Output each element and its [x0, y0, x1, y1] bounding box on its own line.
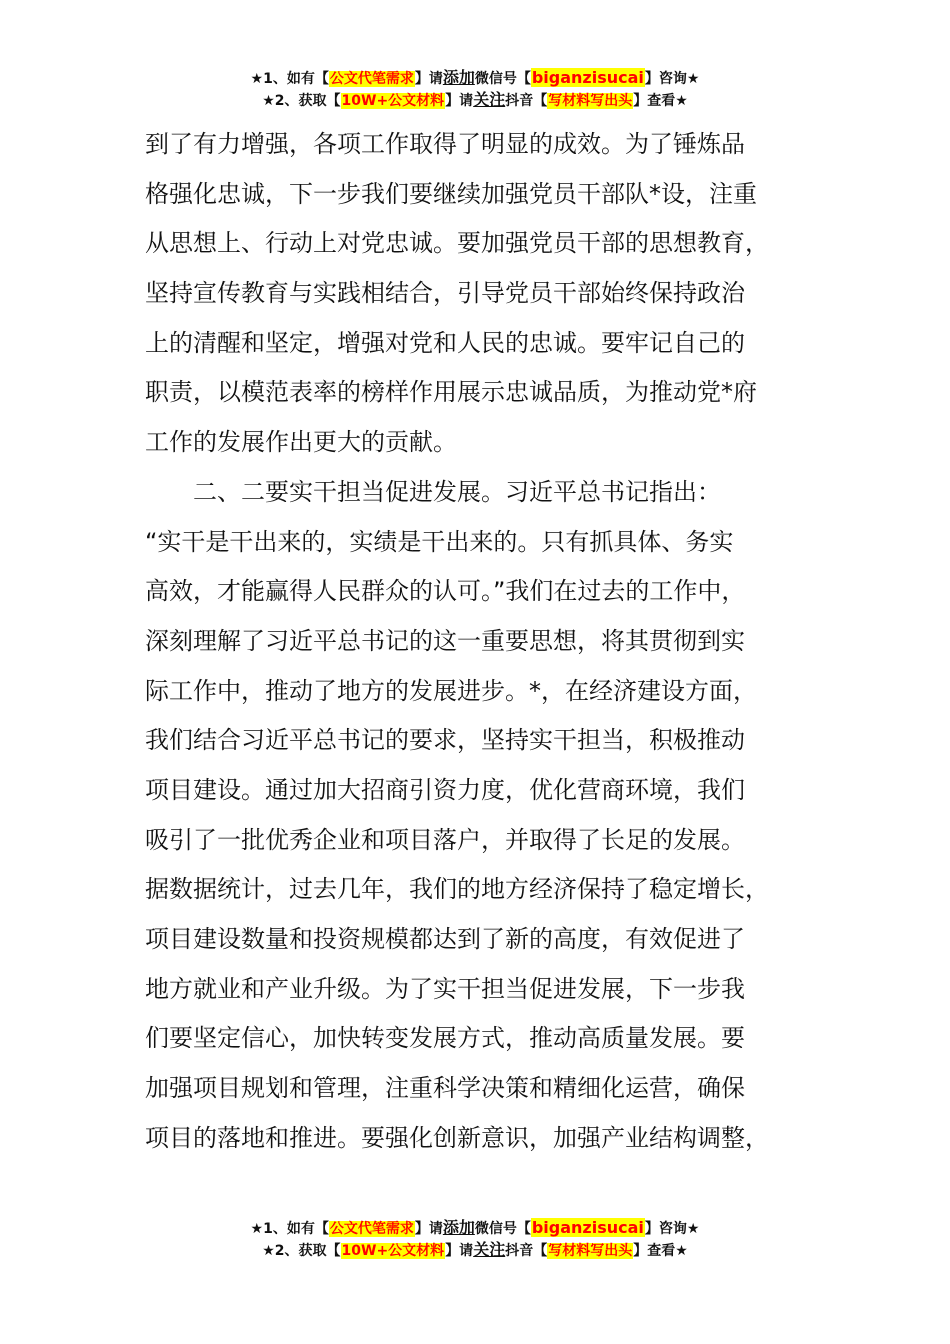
body-line: 工作的发展作出更大的贡献。 [145, 428, 457, 457]
header-banner [0, 67, 950, 111]
body-line: 加强项目规划和管理，注重科学决策和精细化运营，确保 [145, 1074, 745, 1103]
banner-text: 】请 [414, 1221, 443, 1237]
body-line: 上的清醒和坚定，增强对党和人民的忠诚。要牢记自己的 [145, 328, 745, 357]
body-line: 项目建设。通过加大招商引资力度，优化营商环境，我们 [145, 775, 745, 804]
footer-banner [0, 1217, 950, 1261]
banner-text: 】请 [414, 71, 443, 87]
body-line: 职责，以模范表率的榜样作用展示忠诚品质，为推动党*府 [145, 378, 757, 407]
body-line: 地方就业和产业升级。为了实干担当促进发展，下一步我 [145, 974, 745, 1003]
underlined-add: 添加 [442, 68, 475, 87]
highlight-materials: 10W+公文材料 [341, 93, 445, 109]
highlight-service: 公文代笔需求 [329, 1221, 414, 1237]
highlight-douyin-account: 写材料写出头 [548, 1243, 633, 1259]
body-line: 高效，才能赢得人民群众的认可。”我们在过去的工作中， [145, 577, 746, 606]
underlined-follow: 关注 [473, 90, 506, 109]
highlight-materials: 10W+公文材料 [341, 1243, 445, 1259]
banner-text: 微信号【 [474, 71, 531, 87]
underlined-add: 添加 [442, 1218, 475, 1237]
body-line: 格强化忠诚，下一步我们要继续加强党员干部队*设，注重 [145, 179, 757, 208]
body-line: 项目的落地和推进。要强化创新意识，加强产业结构调整， [145, 1123, 769, 1152]
banner-line-2 [0, 1239, 950, 1261]
banner-text: 】咨询★ [644, 1221, 700, 1237]
body-line: 据数据统计，过去几年，我们的地方经济保持了稳定增长， [145, 875, 769, 904]
banner-text: ★2、获取【 [262, 93, 341, 109]
banner-line-1 [0, 1217, 950, 1239]
body-line: 吸引了一批优秀企业和项目落户，并取得了长足的发展。 [145, 825, 745, 854]
body-line: 际工作中，推动了地方的发展进步。*，在经济建设方面， [145, 676, 757, 705]
banner-text: ★2、获取【 [262, 1243, 341, 1259]
banner-line-1 [0, 67, 950, 89]
banner-text: 抖音【 [505, 1243, 548, 1259]
body-line: 到了有力增强，各项工作取得了明显的成效。为了锤炼品 [145, 130, 745, 158]
banner-text: ★1、如有【 [250, 1221, 329, 1237]
underlined-follow: 关注 [473, 1240, 506, 1259]
highlight-wechat-id: biganzisucai [531, 1218, 644, 1237]
banner-text: ★1、如有【 [250, 71, 329, 87]
document-body [145, 120, 805, 1163]
body-line: 从思想上、行动上对党忠诚。要加强党员干部的思想教育， [145, 229, 769, 258]
banner-text: 抖音【 [505, 93, 548, 109]
highlight-douyin-account: 写材料写出头 [548, 93, 633, 109]
banner-text: 】查看★ [633, 93, 688, 109]
section-heading-line: 二、二要实干担当促进发展。习近平总书记指出： [193, 477, 721, 506]
banner-text: 】查看★ [633, 1243, 688, 1259]
banner-text: 】请 [445, 1243, 474, 1259]
banner-text: 】请 [445, 93, 474, 109]
body-line: 坚持宣传教育与实践相结合，引导党员干部始终保持政治 [145, 279, 745, 308]
body-line: “实干是干出来的，实绩是干出来的。只有抓具体、务实 [145, 527, 734, 556]
body-line: 项目建设数量和投资规模都达到了新的高度，有效促进了 [145, 925, 745, 953]
body-line: 们要坚定信心，加快转变发展方式，推动高质量发展。要 [145, 1024, 745, 1053]
banner-text: 】咨询★ [644, 71, 700, 87]
banner-text: 微信号【 [474, 1221, 531, 1237]
body-line: 深刻理解了习近平总书记的这一重要思想，将其贯彻到实 [145, 626, 745, 655]
highlight-service: 公文代笔需求 [329, 71, 414, 87]
body-line: 我们结合习近平总书记的要求，坚持实干担当，积极推动 [145, 726, 745, 755]
highlight-wechat-id: biganzisucai [531, 68, 644, 87]
banner-line-2 [0, 89, 950, 111]
